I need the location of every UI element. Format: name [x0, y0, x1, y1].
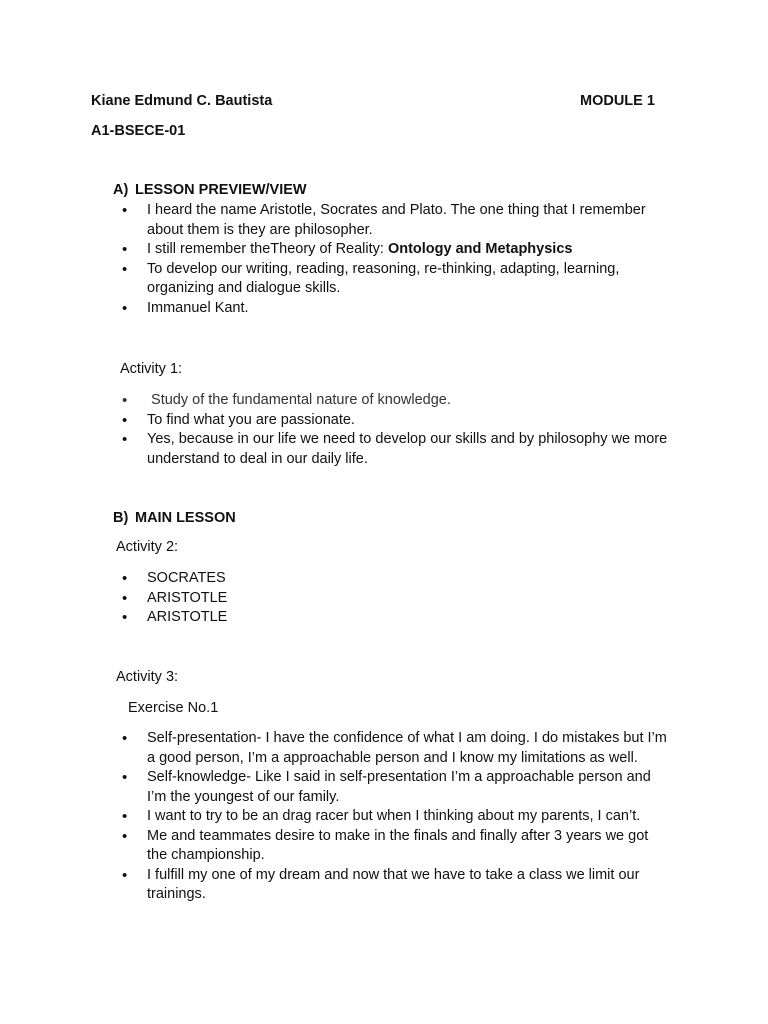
list-item: • Immanuel Kant. [0, 299, 672, 319]
list-item: • ARISTOTLE [0, 608, 672, 628]
lesson-preview-list [0, 201, 672, 318]
activity-2-label: Activity 2: [116, 539, 179, 555]
list-item: • I heard the name Aristotle, Socrates and Plato. The one thing that I remember about them is they are philosopher. [0, 201, 672, 240]
list-item: • Yes, because in our life we need to develop our skills and by philosophy we more understand to deal in our daily life. [0, 430, 672, 469]
activity-3-list [0, 729, 672, 905]
activity-2-list [0, 569, 672, 628]
list-item: • To develop our writing, reading, reasoning, re-thinking, adapting, learning, organizing and dialogue skills. [0, 260, 672, 299]
section-a-letter: A) [113, 182, 129, 198]
section-a-title: LESSON PREVIEW/VIEW [135, 182, 307, 198]
section-a-heading [113, 181, 307, 201]
theory-prefix: I still remember theTheory of Reality: [147, 241, 388, 257]
section-b-heading [113, 509, 236, 529]
list-item: • Study of the fundamental nature of knowledge. [0, 391, 672, 411]
list-item: • Me and teammates desire to make in the finals and finally after 3 years we got the championship. [0, 827, 672, 866]
section-code: A1-BSECE-01 [91, 123, 186, 139]
list-item: • Self-knowledge- Like I said in self-presentation I’m a approachable person and I’m the youngest of our family. [0, 768, 672, 807]
list-item [0, 240, 672, 260]
theory-bold: Ontology and Metaphysics [387, 241, 573, 257]
list-item: • I want to try to be an drag racer but when I thinking about my parents, I can’t. [0, 807, 672, 827]
exercise-label: Exercise No.1 [128, 700, 219, 716]
module-label: MODULE 1 [580, 93, 655, 109]
section-b-title: MAIN LESSON [135, 510, 236, 526]
section-b-letter: B) [113, 510, 129, 526]
list-item: • I fulfill my one of my dream and now that we have to take a class we limit our trainings. [0, 866, 672, 905]
list-item: • ARISTOTLE [0, 589, 672, 609]
activity-1-list [0, 391, 672, 469]
list-item: • SOCRATES [0, 569, 672, 589]
activity-3-label: Activity 3: [116, 669, 179, 685]
activity-1-label: Activity 1: [120, 361, 183, 377]
student-name: Kiane Edmund C. Bautista [91, 93, 273, 109]
list-item: • To find what you are passionate. [0, 411, 672, 431]
list-item: • Self-presentation- I have the confidence of what I am doing. I do mistakes but I’m a good person, I’m a approachable person and I know my limitations as well. [0, 729, 672, 768]
